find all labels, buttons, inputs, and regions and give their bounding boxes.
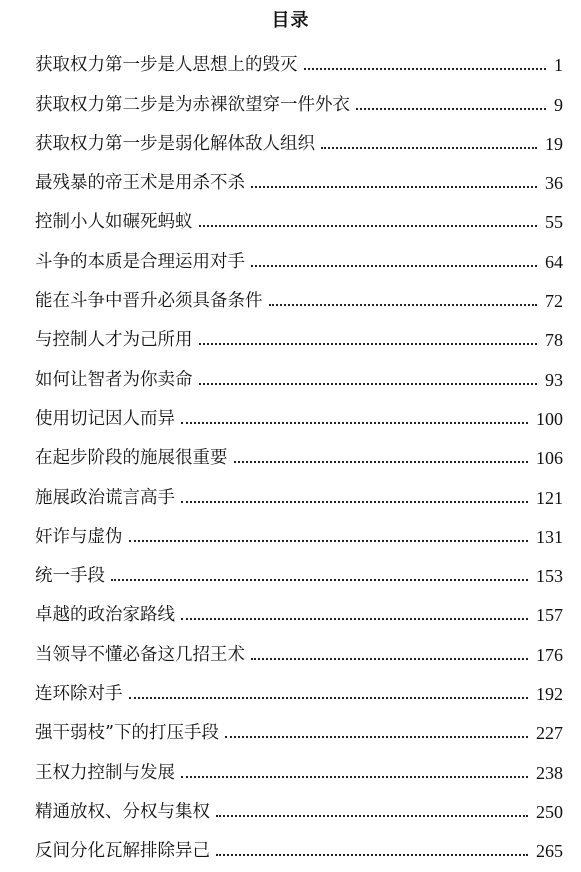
- toc-entry-title: 反间分化瓦解排除异己: [35, 841, 210, 862]
- toc-entry-page-number: 100: [536, 408, 563, 429]
- dot-leader: [216, 815, 528, 817]
- dot-leader: [199, 343, 538, 345]
- dot-leader: [216, 854, 528, 856]
- toc-entry[interactable]: [35, 829, 563, 868]
- toc-entry-title: 控制小人如碾死蚂蚁: [35, 212, 193, 233]
- toc-entry[interactable]: [35, 790, 563, 829]
- dot-leader: [181, 422, 528, 424]
- dot-leader: [321, 147, 537, 149]
- toc-entry[interactable]: [35, 475, 563, 514]
- toc-entry[interactable]: [35, 122, 563, 161]
- toc-entry[interactable]: [35, 200, 563, 239]
- toc-entry-page-number: 250: [536, 801, 563, 822]
- toc-entry-title: 获取权力第一步是弱化解体敌人组织: [35, 133, 315, 154]
- toc-entry-page-number: 153: [536, 566, 563, 587]
- toc-entry[interactable]: [35, 279, 563, 318]
- toc-entry-title: 能在斗争中晋升必须具备条件: [35, 291, 263, 312]
- toc-entry-title: 王权力控制与发展: [35, 762, 175, 783]
- toc-entry-page-number: 19: [545, 133, 563, 154]
- dot-leader: [181, 618, 528, 620]
- toc-entry-title: 连环除对手: [35, 684, 123, 705]
- dot-leader: [251, 658, 528, 660]
- toc-entry[interactable]: [35, 750, 563, 789]
- toc-entry-page-number: 192: [536, 684, 563, 705]
- toc-entry-page-number: 55: [545, 212, 563, 233]
- toc-entry-page-number: 121: [536, 487, 563, 508]
- toc-entry-page-number: 72: [545, 291, 563, 312]
- dot-leader: [304, 68, 547, 70]
- toc-entry-page-number: 176: [536, 644, 563, 665]
- dot-leader: [181, 776, 528, 778]
- toc-entry-title: 获取权力第二步是为赤裸欲望穿一件外衣: [35, 94, 350, 115]
- toc-entry[interactable]: [35, 554, 563, 593]
- toc-entry-page-number: 9: [554, 94, 563, 115]
- dot-leader: [251, 186, 537, 188]
- dot-leader: [199, 383, 538, 385]
- toc-entry-title: 在起步阶段的施展很重要: [35, 448, 228, 469]
- toc-entry-page-number: 78: [545, 330, 563, 351]
- dot-leader: [234, 461, 529, 463]
- toc-entry-title: 当领导不懂必备这几招王术: [35, 644, 245, 665]
- toc-entry-page-number: 106: [536, 448, 563, 469]
- toc-entry-title: 强干弱枝”下的打压手段: [35, 723, 219, 744]
- toc-entry-title: 获取权力第一步是人思想上的毁灭: [35, 55, 298, 76]
- toc-entry-page-number: 93: [545, 369, 563, 390]
- table-of-contents: [0, 43, 581, 868]
- toc-entry[interactable]: [35, 436, 563, 475]
- toc-entry-page-number: 1: [554, 55, 563, 76]
- toc-entry-page-number: 265: [536, 841, 563, 862]
- toc-entry[interactable]: [35, 711, 563, 750]
- toc-entry-title: 与控制人才为己所用: [35, 330, 193, 351]
- toc-entry-title: 精通放权、分权与集权: [35, 801, 210, 822]
- toc-entry-title: 施展政治谎言高手: [35, 487, 175, 508]
- toc-entry[interactable]: [35, 318, 563, 357]
- toc-entry-title: 如何让智者为你卖命: [35, 369, 193, 390]
- toc-entry[interactable]: [35, 239, 563, 278]
- dot-leader: [356, 108, 546, 110]
- toc-entry[interactable]: [35, 672, 563, 711]
- toc-entry[interactable]: [35, 397, 563, 436]
- dot-leader: [251, 265, 537, 267]
- page-title: 目录: [271, 10, 310, 31]
- dot-leader: [269, 304, 538, 306]
- toc-entry[interactable]: [35, 357, 563, 396]
- dot-leader: [181, 501, 528, 503]
- toc-entry-title: 最残暴的帝王术是用杀不杀: [35, 173, 245, 194]
- toc-entry[interactable]: [35, 43, 563, 82]
- dot-leader: [129, 697, 529, 699]
- toc-entry-page-number: 36: [545, 173, 563, 194]
- toc-entry[interactable]: [35, 82, 563, 121]
- toc-entry-page-number: 227: [536, 723, 563, 744]
- toc-entry-page-number: 64: [545, 251, 563, 272]
- dot-leader: [129, 540, 529, 542]
- dot-leader: [111, 579, 528, 581]
- toc-entry-title: 统一手段: [35, 566, 105, 587]
- toc-entry-title: 卓越的政治家路线: [35, 605, 175, 626]
- dot-leader: [199, 225, 538, 227]
- toc-entry-page-number: 157: [536, 605, 563, 626]
- toc-entry-title: 斗争的本质是合理运用对手: [35, 251, 245, 272]
- toc-entry[interactable]: [35, 161, 563, 200]
- toc-entry-title: 使用切记因人而异: [35, 408, 175, 429]
- toc-entry[interactable]: [35, 515, 563, 554]
- toc-entry-title: 奸诈与虚伪: [35, 526, 123, 547]
- dot-leader: [225, 736, 528, 738]
- toc-entry-page-number: 131: [536, 526, 563, 547]
- toc-entry[interactable]: [35, 593, 563, 632]
- toc-entry[interactable]: [35, 632, 563, 671]
- toc-entry-page-number: 238: [536, 762, 563, 783]
